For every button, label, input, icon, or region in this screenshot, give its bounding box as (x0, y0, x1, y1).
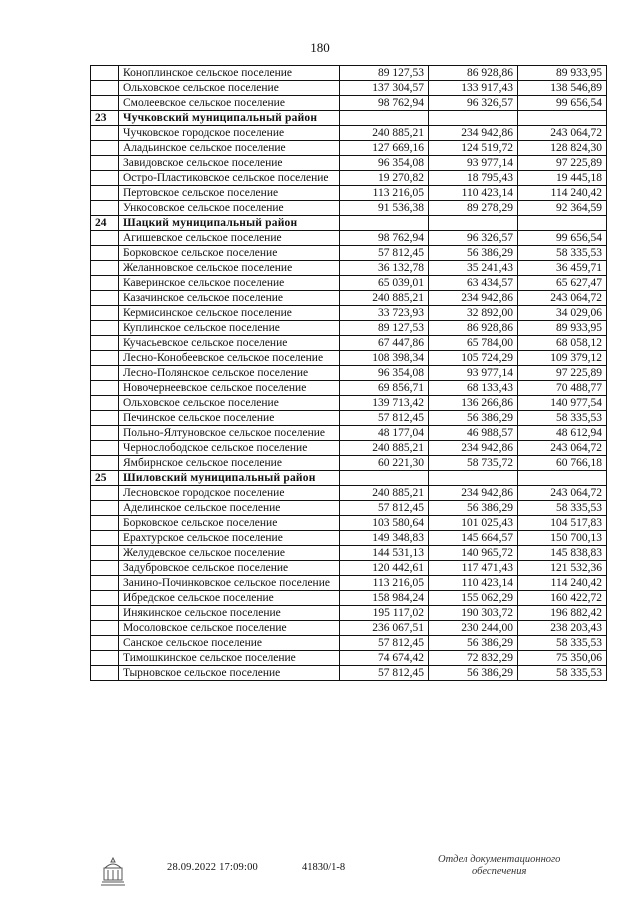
settlement-name: Борковское сельское поселение (119, 516, 340, 531)
row-number (91, 426, 119, 441)
table-row (91, 201, 607, 216)
value-col-2: 58 735,72 (429, 456, 518, 471)
value-col-2: 140 965,72 (429, 546, 518, 561)
row-number (91, 651, 119, 666)
table-row (91, 366, 607, 381)
row-number (91, 606, 119, 621)
value-col-3: 150 700,13 (518, 531, 607, 546)
settlement-name: Лесно-Полянское сельское поселение (119, 366, 340, 381)
row-number: 23 (91, 111, 119, 126)
table-row (91, 246, 607, 261)
value-col-1: 69 856,71 (340, 381, 429, 396)
value-col-3: 128 824,30 (518, 141, 607, 156)
value-col-2: 190 303,72 (429, 606, 518, 621)
table-row (91, 171, 607, 186)
district-header-row (91, 216, 607, 231)
value-col-1: 60 221,30 (340, 456, 429, 471)
value-col-1: 98 762,94 (340, 96, 429, 111)
district-name: Шиловский муниципальный район (119, 471, 340, 486)
table-row (91, 306, 607, 321)
value-col-1: 19 270,82 (340, 171, 429, 186)
value-col-1 (340, 216, 429, 231)
row-number (91, 486, 119, 501)
table-row (91, 141, 607, 156)
row-number (91, 186, 119, 201)
row-number (91, 81, 119, 96)
settlement-name: Занино-Починковское сельское поселение (119, 576, 340, 591)
table-row (91, 531, 607, 546)
seal-icon (99, 856, 127, 888)
settlement-name: Желанновское сельское поселение (119, 261, 340, 276)
settlement-name: Желудевское сельское поселение (119, 546, 340, 561)
value-col-2: 117 471,43 (429, 561, 518, 576)
settlement-name: Ольховское сельское поселение (119, 81, 340, 96)
row-number (91, 141, 119, 156)
row-number (91, 576, 119, 591)
value-col-1: 33 723,93 (340, 306, 429, 321)
row-number (91, 501, 119, 516)
value-col-1: 57 812,45 (340, 636, 429, 651)
value-col-2: 56 386,29 (429, 636, 518, 651)
value-col-2: 63 434,57 (429, 276, 518, 291)
value-col-3: 48 612,94 (518, 426, 607, 441)
row-number (91, 636, 119, 651)
value-col-3: 36 459,71 (518, 261, 607, 276)
footer-doc-code: 41830/1-8 (302, 862, 346, 873)
value-col-1: 144 531,13 (340, 546, 429, 561)
value-col-2: 234 942,86 (429, 441, 518, 456)
value-col-2: 234 942,86 (429, 486, 518, 501)
row-number (91, 396, 119, 411)
table-row (91, 516, 607, 531)
value-col-3: 160 422,72 (518, 591, 607, 606)
table-row (91, 381, 607, 396)
table-row (91, 426, 607, 441)
value-col-1: 158 984,24 (340, 591, 429, 606)
row-number (91, 156, 119, 171)
row-number (91, 591, 119, 606)
row-number (91, 411, 119, 426)
row-number (91, 546, 119, 561)
value-col-3: 140 977,54 (518, 396, 607, 411)
value-col-3: 243 064,72 (518, 126, 607, 141)
table-row (91, 321, 607, 336)
value-col-1: 48 177,04 (340, 426, 429, 441)
value-col-3 (518, 216, 607, 231)
row-number (91, 516, 119, 531)
value-col-2: 110 423,14 (429, 576, 518, 591)
table-row (91, 66, 607, 81)
value-col-1: 108 398,34 (340, 351, 429, 366)
row-number (91, 456, 119, 471)
value-col-3: 19 445,18 (518, 171, 607, 186)
row-number (91, 531, 119, 546)
row-number (91, 561, 119, 576)
settlement-name: Остро-Пластиковское сельское поселение (119, 171, 340, 186)
value-col-3: 58 335,53 (518, 411, 607, 426)
value-col-3: 114 240,42 (518, 576, 607, 591)
settlement-name: Казачинское сельское поселение (119, 291, 340, 306)
office-line-1: Отдел документационного (438, 854, 561, 865)
value-col-2: 136 266,86 (429, 396, 518, 411)
value-col-1: 240 885,21 (340, 486, 429, 501)
value-col-3: 104 517,83 (518, 516, 607, 531)
value-col-1: 96 354,08 (340, 156, 429, 171)
value-col-2: 56 386,29 (429, 501, 518, 516)
table-row (91, 651, 607, 666)
value-col-1: 240 885,21 (340, 126, 429, 141)
settlement-name: Ерахтурское сельское поселение (119, 531, 340, 546)
row-number (91, 276, 119, 291)
value-col-3: 99 656,54 (518, 96, 607, 111)
value-col-3: 243 064,72 (518, 486, 607, 501)
value-col-1: 57 812,45 (340, 246, 429, 261)
value-col-1: 127 669,16 (340, 141, 429, 156)
table-row (91, 666, 607, 681)
value-col-1: 113 216,05 (340, 576, 429, 591)
value-col-2: 89 278,29 (429, 201, 518, 216)
table-body (91, 66, 607, 681)
value-col-2: 230 244,00 (429, 621, 518, 636)
value-col-3: 138 546,89 (518, 81, 607, 96)
value-col-3: 89 933,95 (518, 321, 607, 336)
row-number (91, 381, 119, 396)
row-number: 24 (91, 216, 119, 231)
value-col-3: 58 335,53 (518, 501, 607, 516)
value-col-1: 195 117,02 (340, 606, 429, 621)
district-header-row (91, 471, 607, 486)
value-col-2 (429, 471, 518, 486)
value-col-3: 58 335,53 (518, 246, 607, 261)
table-row (91, 96, 607, 111)
value-col-3: 109 379,12 (518, 351, 607, 366)
row-number (91, 366, 119, 381)
value-col-3: 89 933,95 (518, 66, 607, 81)
value-col-1 (340, 111, 429, 126)
table-row (91, 261, 607, 276)
row-number (91, 441, 119, 456)
settlement-name: Кермисинское сельское поселение (119, 306, 340, 321)
row-number (91, 291, 119, 306)
table-row (91, 546, 607, 561)
municipal-table (90, 65, 607, 681)
settlement-name: Задубровское сельское поселение (119, 561, 340, 576)
settlement-name: Ибредское сельское поселение (119, 591, 340, 606)
value-col-2: 56 386,29 (429, 246, 518, 261)
table-row (91, 156, 607, 171)
table-row (91, 636, 607, 651)
value-col-2: 133 917,43 (429, 81, 518, 96)
page-number: 180 (310, 40, 330, 55)
table-row (91, 561, 607, 576)
row-number (91, 126, 119, 141)
settlement-name: Коноплинское сельское поселение (119, 66, 340, 81)
settlement-name: Лесновское городское поселение (119, 486, 340, 501)
value-col-2: 72 832,29 (429, 651, 518, 666)
district-name: Чучковский муниципальный район (119, 111, 340, 126)
table-row (91, 81, 607, 96)
value-col-3: 121 532,36 (518, 561, 607, 576)
value-col-1: 57 812,45 (340, 411, 429, 426)
value-col-3: 196 882,42 (518, 606, 607, 621)
settlement-name: Чучковское городское поселение (119, 126, 340, 141)
row-number (91, 66, 119, 81)
settlement-name: Аделинское сельское поселение (119, 501, 340, 516)
row-number (91, 96, 119, 111)
row-number (91, 246, 119, 261)
value-col-3: 97 225,89 (518, 366, 607, 381)
value-col-2: 56 386,29 (429, 666, 518, 681)
value-col-2: 68 133,43 (429, 381, 518, 396)
table-row (91, 336, 607, 351)
value-col-2: 155 062,29 (429, 591, 518, 606)
value-col-3: 145 838,83 (518, 546, 607, 561)
value-col-3: 34 029,06 (518, 306, 607, 321)
value-col-1: 137 304,57 (340, 81, 429, 96)
table-row (91, 291, 607, 306)
value-col-1: 57 812,45 (340, 666, 429, 681)
value-col-2: 96 326,57 (429, 231, 518, 246)
settlement-name: Ольховское сельское поселение (119, 396, 340, 411)
value-col-2: 32 892,00 (429, 306, 518, 321)
value-col-2: 124 519,72 (429, 141, 518, 156)
value-col-2: 101 025,43 (429, 516, 518, 531)
footer-date: 28.09.2022 17:09:00 (167, 862, 259, 873)
settlement-name: Каверинское сельское поселение (119, 276, 340, 291)
value-col-3: 68 058,12 (518, 336, 607, 351)
value-col-2 (429, 111, 518, 126)
table-row (91, 486, 607, 501)
value-col-3: 75 350,06 (518, 651, 607, 666)
value-col-1: 57 812,45 (340, 501, 429, 516)
value-col-1: 67 447,86 (340, 336, 429, 351)
table-row (91, 591, 607, 606)
value-col-3: 58 335,53 (518, 666, 607, 681)
value-col-1: 96 354,08 (340, 366, 429, 381)
settlement-name: Печинское сельское поселение (119, 411, 340, 426)
row-number (91, 171, 119, 186)
value-col-2: 93 977,14 (429, 156, 518, 171)
value-col-3: 92 364,59 (518, 201, 607, 216)
value-col-3: 114 240,42 (518, 186, 607, 201)
value-col-1: 89 127,53 (340, 321, 429, 336)
table-row (91, 411, 607, 426)
value-col-2: 86 928,86 (429, 66, 518, 81)
settlement-name: Чернослободское сельское поселение (119, 441, 340, 456)
settlement-name: Борковское сельское поселение (119, 246, 340, 261)
footer-office-stamp (438, 854, 560, 878)
value-col-2: 35 241,43 (429, 261, 518, 276)
table-row (91, 441, 607, 456)
row-number (91, 351, 119, 366)
row-number (91, 231, 119, 246)
value-col-3: 60 766,18 (518, 456, 607, 471)
value-col-3: 58 335,53 (518, 636, 607, 651)
settlement-name: Аладьинское сельское поселение (119, 141, 340, 156)
value-col-1: 236 067,51 (340, 621, 429, 636)
settlement-name: Кучасьевское сельское поселение (119, 336, 340, 351)
value-col-2: 56 386,29 (429, 411, 518, 426)
value-col-2: 18 795,43 (429, 171, 518, 186)
district-name: Шацкий муниципальный район (119, 216, 340, 231)
value-col-2: 65 784,00 (429, 336, 518, 351)
district-header-row (91, 111, 607, 126)
table-row (91, 606, 607, 621)
settlement-name: Санское сельское поселение (119, 636, 340, 651)
value-col-1: 65 039,01 (340, 276, 429, 291)
settlement-name: Пертовское сельское поселение (119, 186, 340, 201)
value-col-2: 46 988,57 (429, 426, 518, 441)
value-col-1: 36 132,78 (340, 261, 429, 276)
value-col-3: 97 225,89 (518, 156, 607, 171)
value-col-1: 240 885,21 (340, 441, 429, 456)
value-col-1 (340, 471, 429, 486)
value-col-2: 234 942,86 (429, 126, 518, 141)
table-row (91, 501, 607, 516)
table-row (91, 396, 607, 411)
value-col-2: 86 928,86 (429, 321, 518, 336)
row-number (91, 321, 119, 336)
value-col-1: 91 536,38 (340, 201, 429, 216)
value-col-2 (429, 216, 518, 231)
value-col-2: 93 977,14 (429, 366, 518, 381)
row-number (91, 621, 119, 636)
settlement-name: Мосоловское сельское поселение (119, 621, 340, 636)
table-row (91, 186, 607, 201)
value-col-2: 105 724,29 (429, 351, 518, 366)
row-number (91, 261, 119, 276)
value-col-2: 234 942,86 (429, 291, 518, 306)
settlement-name: Новочернеевское сельское поселение (119, 381, 340, 396)
row-number (91, 306, 119, 321)
table-row (91, 621, 607, 636)
row-number (91, 666, 119, 681)
value-col-3: 70 488,77 (518, 381, 607, 396)
settlement-name: Ункосовское сельское поселение (119, 201, 340, 216)
value-col-3: 243 064,72 (518, 441, 607, 456)
value-col-1: 240 885,21 (340, 291, 429, 306)
value-col-1: 89 127,53 (340, 66, 429, 81)
value-col-2: 110 423,14 (429, 186, 518, 201)
settlement-name: Смолеевское сельское поселение (119, 96, 340, 111)
settlement-name: Куплинское сельское поселение (119, 321, 340, 336)
value-col-2: 145 664,57 (429, 531, 518, 546)
settlement-name: Завидовское сельское поселение (119, 156, 340, 171)
row-number (91, 201, 119, 216)
settlement-name: Инякинское сельское поселение (119, 606, 340, 621)
table-row (91, 276, 607, 291)
value-col-1: 74 674,42 (340, 651, 429, 666)
value-col-3: 238 203,43 (518, 621, 607, 636)
table-row (91, 126, 607, 141)
settlement-name: Лесно-Конобеевское сельское поселение (119, 351, 340, 366)
value-col-3: 65 627,47 (518, 276, 607, 291)
value-col-3: 99 656,54 (518, 231, 607, 246)
table-row (91, 351, 607, 366)
settlement-name: Польно-Ялтуновское сельское поселение (119, 426, 340, 441)
value-col-3: 243 064,72 (518, 291, 607, 306)
settlement-name: Тырновское сельское поселение (119, 666, 340, 681)
office-line-2: обеспечения (472, 866, 527, 877)
value-col-1: 103 580,64 (340, 516, 429, 531)
value-col-1: 149 348,83 (340, 531, 429, 546)
value-col-3 (518, 111, 607, 126)
settlement-name: Агишевское сельское поселение (119, 231, 340, 246)
table-row (91, 456, 607, 471)
value-col-1: 139 713,42 (340, 396, 429, 411)
value-col-1: 120 442,61 (340, 561, 429, 576)
value-col-3 (518, 471, 607, 486)
row-number: 25 (91, 471, 119, 486)
table-row (91, 231, 607, 246)
value-col-1: 113 216,05 (340, 186, 429, 201)
table-row (91, 576, 607, 591)
settlement-name: Тимошкинское сельское поселение (119, 651, 340, 666)
settlement-name: Ямбирнское сельское поселение (119, 456, 340, 471)
row-number (91, 336, 119, 351)
value-col-1: 98 762,94 (340, 231, 429, 246)
value-col-2: 96 326,57 (429, 96, 518, 111)
